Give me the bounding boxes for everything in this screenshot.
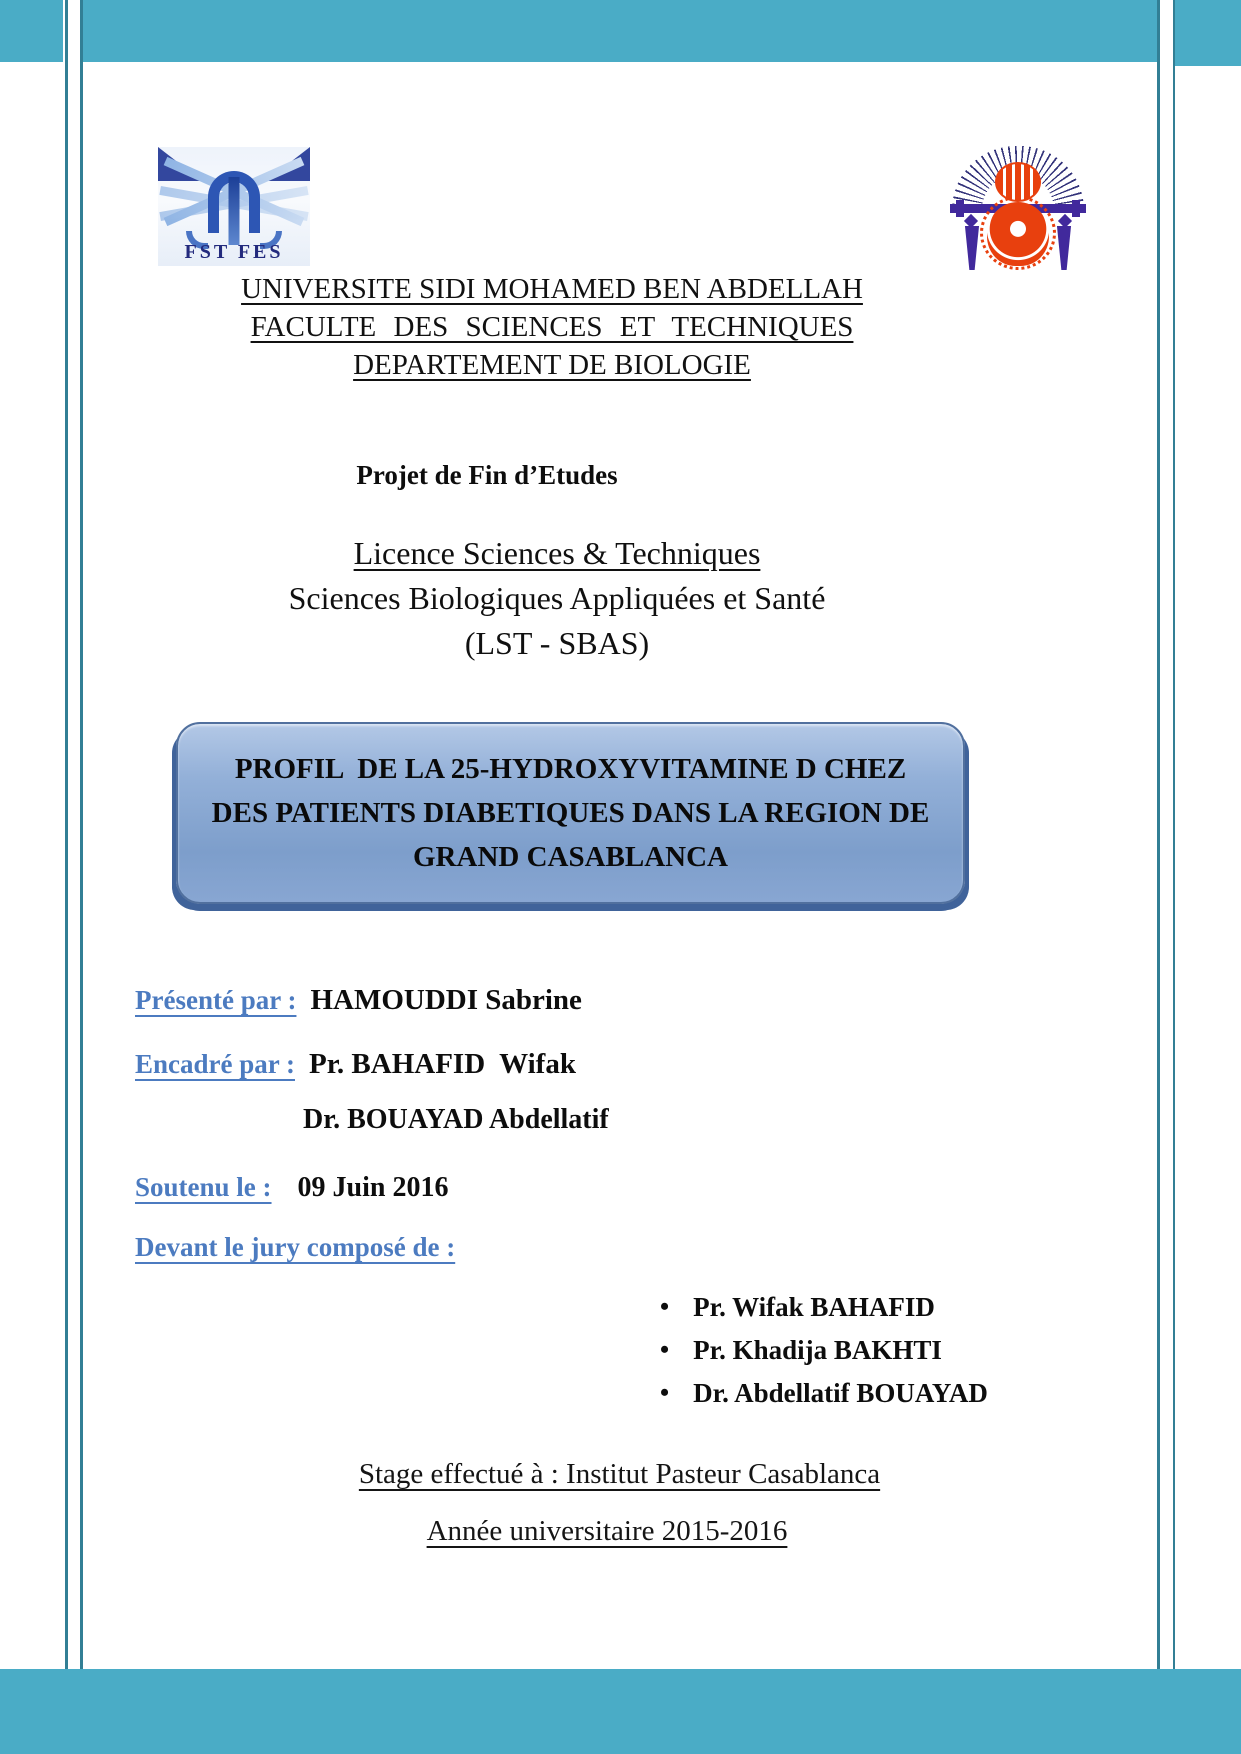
jury-list	[660, 1290, 988, 1419]
seal-center-emblem	[987, 202, 1049, 266]
left-inner-rule-line	[80, 0, 83, 1669]
fst-logo-stem-glyph	[229, 177, 240, 245]
thesis-title-line: GRAND CASABLANCA	[413, 841, 728, 873]
supervisor-name-1: Pr. BAHAFID Wifak	[309, 1048, 576, 1080]
presented-by-label: Présenté par :	[135, 985, 297, 1015]
thesis-title-line: DES PATIENTS DIABETIQUES DANS LA REGION DE	[211, 797, 930, 829]
supervised-by-row	[135, 1048, 576, 1081]
degree-block	[82, 531, 1032, 666]
jury-heading-label: Devant le jury composé de :	[135, 1232, 456, 1262]
supervisor-name-2: Dr. BOUAYAD Abdellatif	[303, 1104, 609, 1135]
university-name: UNIVERSITE SIDI MOHAMED BEN ABDELLAH	[241, 273, 863, 305]
author-name: HAMOUDDI Sabrine	[310, 984, 582, 1016]
defended-on-label: Soutenu le :	[135, 1172, 272, 1202]
fst-logo-text: FST FES	[184, 241, 284, 263]
thesis-title	[178, 724, 963, 879]
top-band	[81, 0, 1158, 62]
top-right-corner-band	[1174, 0, 1241, 66]
project-type-heading: Projet de Fin d’Etudes	[356, 460, 618, 490]
defense-date: 09 Juin 2016	[297, 1172, 449, 1203]
list-item	[660, 1333, 988, 1376]
thesis-title-box	[176, 722, 965, 904]
supervisor-2-row	[303, 1104, 609, 1136]
bullet-icon: •	[660, 1335, 670, 1364]
academic-year-text: Année universitaire 2015-2016	[426, 1515, 788, 1547]
defended-on-row	[135, 1172, 448, 1204]
supervised-by-label: Encadré par :	[135, 1049, 295, 1079]
internship-text: Stage effectué à : Institut Pasteur Casablanca	[358, 1458, 881, 1490]
top-left-corner-band	[0, 0, 63, 62]
bottom-band	[0, 1669, 1241, 1754]
seal-pendant	[964, 214, 978, 228]
seal-top-emblem	[995, 162, 1041, 202]
fst-fes-logo	[158, 147, 310, 266]
jury-heading-row	[135, 1232, 455, 1263]
bullet-icon: •	[660, 1378, 670, 1407]
presented-by-row	[135, 984, 582, 1017]
institution-header	[82, 270, 1022, 384]
seal-torch	[1053, 226, 1075, 270]
list-item	[660, 1290, 988, 1333]
degree-abbreviation: (LST - SBAS)	[464, 625, 650, 661]
bullet-icon: •	[660, 1292, 670, 1321]
jury-member-name: Pr. Khadija BAKHTI	[693, 1335, 942, 1365]
degree-name: Licence Sciences & Techniques	[353, 535, 761, 571]
faculty-name: FACULTE DES SCIENCES ET TECHNIQUES	[250, 311, 854, 343]
internship-line	[82, 1458, 1157, 1491]
left-outer-rule-line	[65, 0, 68, 1669]
department-name: DEPARTEMENT DE BIOLOGIE	[353, 349, 751, 381]
seal-bar-cap	[956, 200, 964, 217]
jury-member-name: Dr. Abdellatif BOUAYAD	[693, 1378, 988, 1408]
jury-member-name: Pr. Wifak BAHAFID	[693, 1292, 935, 1322]
thesis-title-line: PROFIL DE LA 25-HYDROXYVITAMINE D CHEZ	[234, 753, 907, 785]
seal-pendant	[1058, 214, 1072, 228]
seal-bar-cap	[1072, 200, 1080, 217]
right-inner-rule-line	[1157, 0, 1160, 1669]
specialty-name: Sciences Biologiques Appliquées et Santé	[288, 580, 826, 616]
academic-year-line	[82, 1515, 1132, 1548]
list-item	[660, 1376, 988, 1419]
university-seal-logo	[950, 140, 1086, 272]
right-outer-rule-line	[1173, 0, 1175, 1669]
